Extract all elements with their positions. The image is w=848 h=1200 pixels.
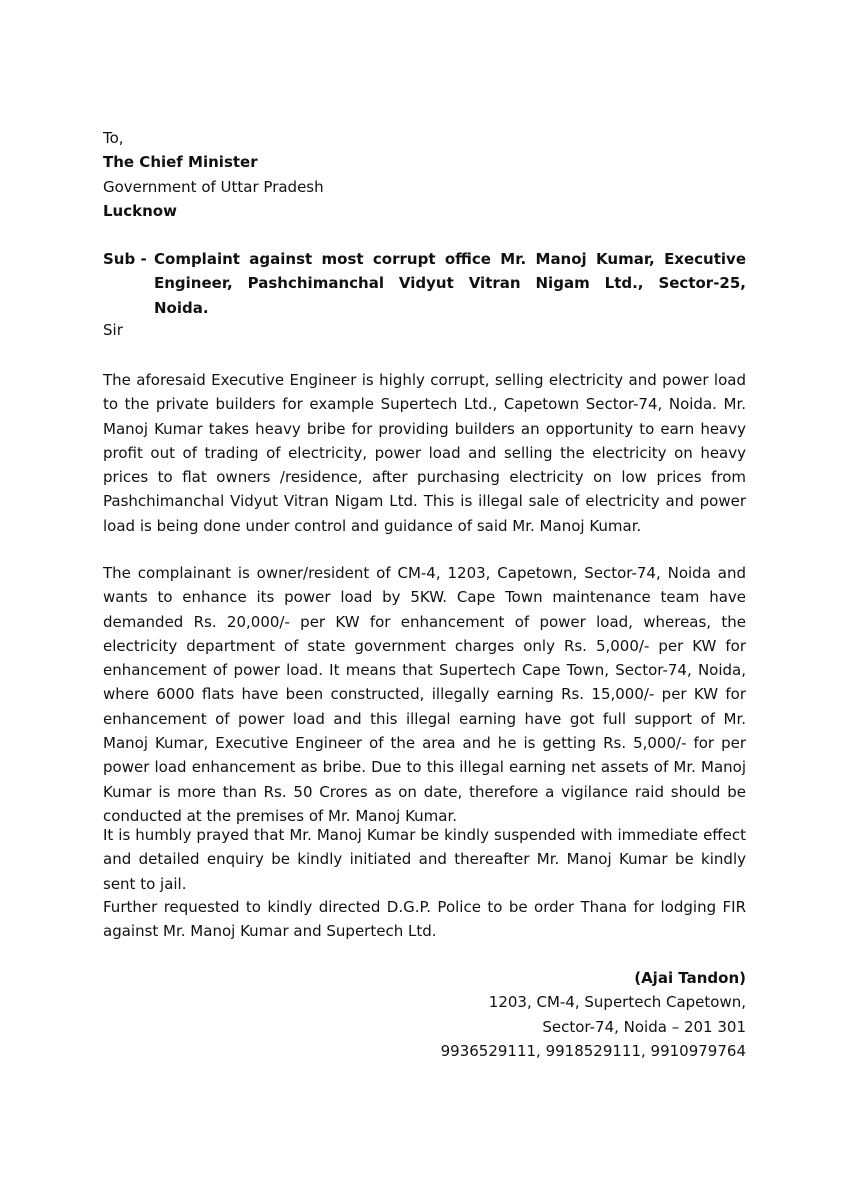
body-paragraph-4: Further requested to kindly directed D.G.P. Police to be order Thana for lodging FIR against Mr. Manoj Kumar and Supertech Ltd. (103, 898, 746, 941)
address-city: Lucknow (103, 201, 177, 220)
address-department: Government of Uttar Pradesh (103, 177, 324, 196)
address-to: To, (103, 129, 124, 147)
subject-line (103, 247, 746, 320)
body-paragraph-2: The complainant is owner/resident of CM-4, 1203, Capetown, Sector-74, Noida and wants to enhance its power load by 5KW. Cape Town maintenance team have demanded Rs. 20,000/- per KW for enhancement of power load, whereas, the electricity department of state government charges only Rs. 5,000/- per KW for enhancement of power load. It means that Supertech Cape Town, Sector-74, Noida, where 6000 flats have been constructed, illegally earning Rs. 15,000/- per KW for enhancement of power load and this illegal earning have got full support of Mr. Manoj Kumar, Executive Engineer of the area and he is getting Rs. 5,000/- for per power load enhancement as bribe. Due to this illegal earning net assets of Mr. Manoj Kumar is more than Rs. 50 Crores as on date, therefore a vigilance raid should be conducted at the premises of Mr. Manoj Kumar. (103, 564, 746, 825)
signature-phones: 9936529111, 9918529111, 9910979764 (440, 1041, 746, 1060)
signature-address-line-2: Sector-74, Noida – 201 301 (542, 1017, 746, 1036)
address-recipient: The Chief Minister (103, 153, 258, 172)
body-paragraph-3: It is humbly prayed that Mr. Manoj Kumar be kindly suspended with immediate effect and detailed enquiry be kindly initiated and thereafter Mr. Manoj Kumar be kindly sent to jail. (103, 826, 746, 893)
salutation: Sir (103, 321, 123, 339)
body-paragraph-1: The aforesaid Executive Engineer is highly corrupt, selling electricity and power load to the private builders for example Supertech Ltd., Capetown Sector-74, Noida. Mr. Manoj Kumar takes heavy bribe for providing builders an opportunity to earn heavy profit out of trading of electricity, power load and selling the electricity on heavy prices to flat owners /residence, after purchasing electricity on low prices from Pashchimanchal Vidyut Vitran Nigam Ltd. This is illegal sale of electricity and power load is being done under control and guidance of said Mr. Manoj Kumar. (103, 371, 746, 535)
signature-name: (Ajai Tandon) (634, 969, 746, 987)
signature-address-line-1: 1203, CM-4, Supertech Capetown, (488, 993, 746, 1012)
subject-text: Complaint against most corrupt office Mr. Manoj Kumar, Executive Engineer, Pashchimanchal Vidyut Vitran Nigam Ltd., Sector-25, Noida. (154, 250, 746, 317)
recipient-address (103, 126, 746, 223)
signature-block (103, 966, 746, 1063)
subject-label: Sub - (103, 250, 147, 268)
